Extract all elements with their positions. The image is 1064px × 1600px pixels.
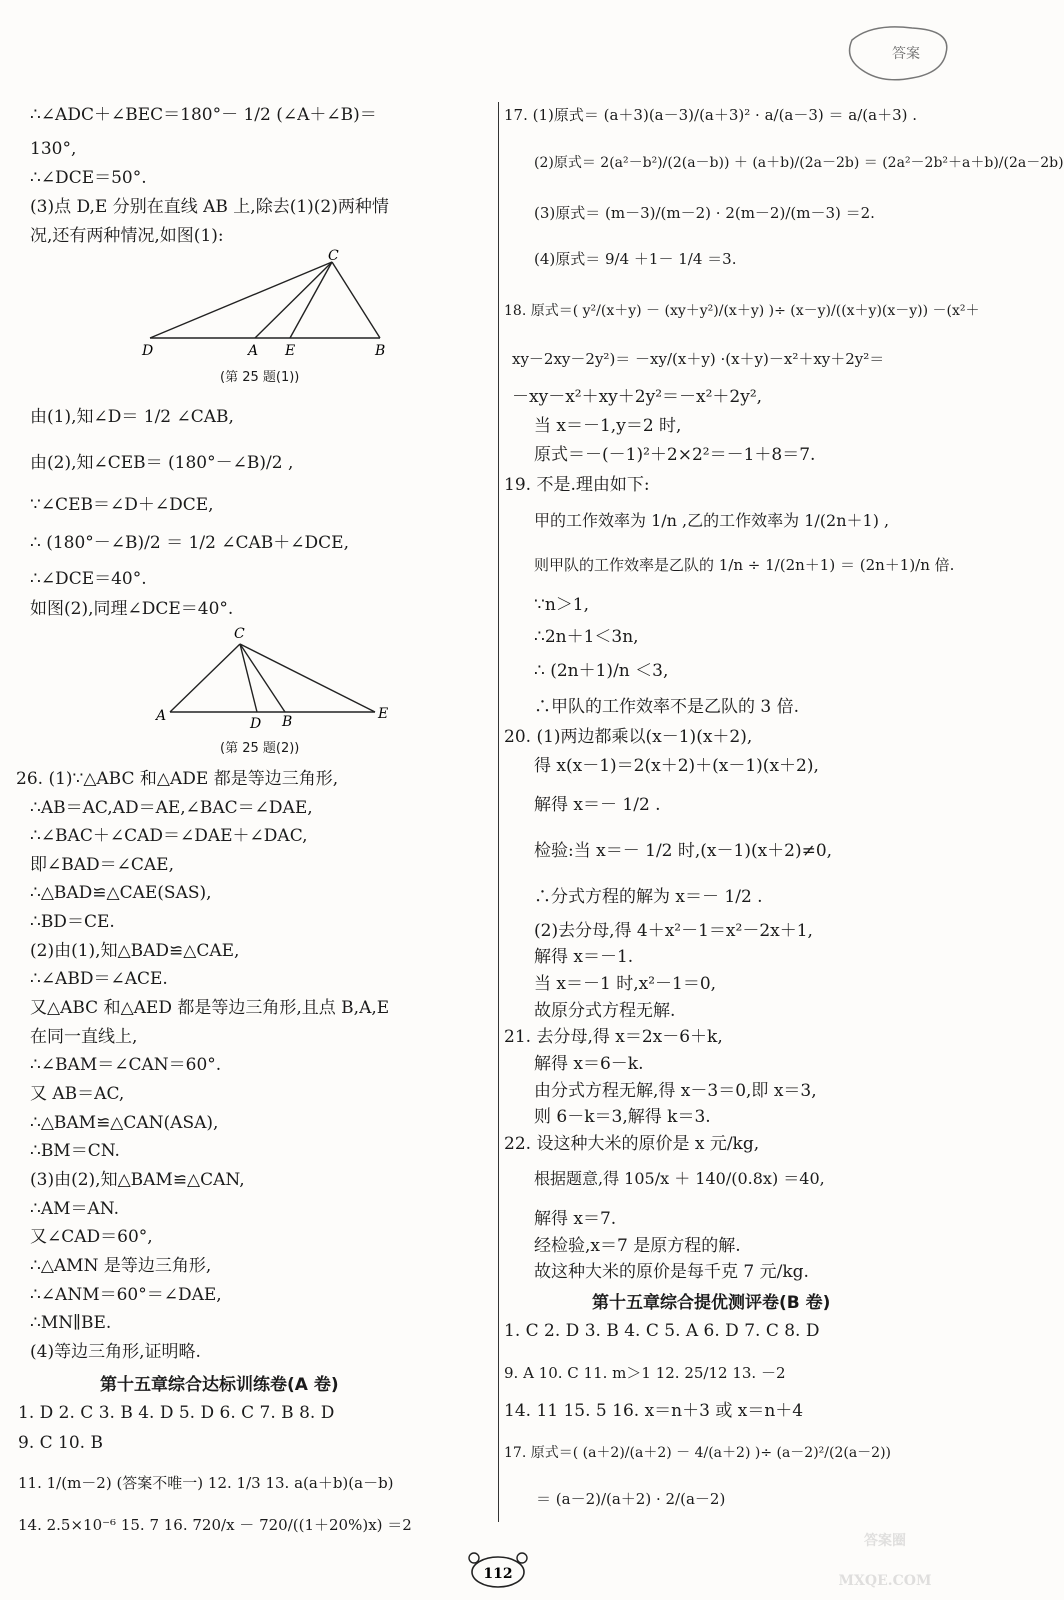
line: ∴∠BAC＋∠CAD＝∠DAE＋∠DAC, (30, 826, 308, 846)
label-e: E (378, 706, 389, 722)
line: ∴△BAM≌△CAN(ASA), (30, 1113, 219, 1133)
label-e: E (285, 343, 296, 359)
line: ∴2n＋1＜3n, (534, 627, 639, 647)
figure-25-1 (140, 250, 410, 360)
line: (4)等边三角形,证明略. (30, 1342, 201, 1362)
watermark-url: MXQE.COM (838, 1573, 932, 1589)
line: ∴BM＝CN. (30, 1141, 120, 1161)
line: 26. (1)∵△ABC 和△ADE 都是等边三角形, (16, 769, 339, 789)
watermark-title: 答案圈 (864, 1533, 906, 1549)
section-title-a: 第十五章综合达标训练卷(A 卷) (100, 1375, 339, 1395)
line: 则 6－k＝3,解得 k＝3. (534, 1107, 711, 1127)
label-a: A (248, 343, 259, 359)
line: 如图(2),同理∠DCE＝40°. (30, 599, 234, 619)
line: 解得 x＝6－k. (534, 1054, 644, 1074)
line: 则甲队的工作效率是乙队的 1/n ÷ 1/(2n＋1) ＝ (2n＋1)/n 倍. (534, 556, 955, 574)
line: ∴分式方程的解为 x＝－ 1/2 . (534, 887, 763, 907)
line: 由分式方程无解,得 x－3＝0,即 x＝3, (534, 1081, 817, 1101)
line: ∴AM＝AN. (30, 1199, 119, 1219)
line: 又 AB＝AC, (30, 1084, 125, 1104)
line: 21. 去分母,得 x＝2x－6＋k, (504, 1027, 723, 1047)
line: 130°, (30, 139, 77, 159)
answer-line: 9. A 10. C 11. m＞1 12. 25/12 13. －2 (504, 1364, 786, 1382)
line: 原式＝－(－1)²＋2×2²＝－1＋8＝7. (534, 445, 816, 465)
label-c: C (234, 626, 245, 642)
line: ∴∠ANM＝60°＝∠DAE, (30, 1285, 222, 1305)
answer-line: 9. C 10. B (18, 1433, 103, 1453)
line: 故这种大米的原价是每千克 7 元/kg. (534, 1262, 809, 1282)
line: ∴∠ADC＋∠BEC＝180°－ 1/2 (∠A＋∠B)＝ (30, 105, 377, 125)
answer-line: ＝ (a－2)/(a＋2) · 2/(a－2) (536, 1490, 726, 1508)
line: ∴ (2n＋1)/n ＜3, (534, 661, 669, 681)
watermark (790, 1500, 980, 1595)
label-a: A (156, 708, 167, 724)
page-number-text: 112 (483, 1566, 513, 1582)
line: 故原分式方程无解. (534, 1001, 676, 1021)
line: 况,还有两种情况,如图(1): (30, 226, 224, 246)
figure-25-2 (150, 622, 390, 732)
figure-caption: (第 25 题(2)) (220, 741, 300, 756)
line: 18. 原式＝( y²/(x＋y) － (xy＋y²)/(x＋y) )÷ (x－y)/((x＋y)(x－y)) －(x²＋ (504, 303, 980, 319)
line: ∴∠BAM＝∠CAN＝60°. (30, 1055, 222, 1075)
line: 20. (1)两边都乘以(x－1)(x＋2), (504, 727, 753, 747)
line: (2)去分母,得 4＋x²－1＝x²－2x＋1, (534, 921, 813, 941)
answer-line: 1. C 2. D 3. B 4. C 5. A 6. D 7. C 8. D (504, 1321, 820, 1341)
line: ∴△AMN 是等边三角形, (30, 1256, 212, 1276)
line: ∵∠CEB＝∠D＋∠DCE, (30, 495, 214, 515)
line: ∴∠ABD＝∠ACE. (30, 969, 168, 989)
line: ∴AB＝AC,AD＝AE,∠BAC＝∠DAE, (30, 798, 313, 818)
answer-line: 17. 原式＝( (a＋2)/(a＋2) － 4/(a＋2) )÷ (a－2)²/(2(a－2)) (504, 1445, 892, 1461)
line: ∴△BAD≌△CAE(SAS), (30, 883, 212, 903)
line: (3)原式＝ (m－3)/(m－2) · 2(m－2)/(m－3) ＝2. (534, 204, 875, 222)
label-b: B (282, 714, 293, 730)
line: 得 x(x－1)＝2(x＋2)＋(x－1)(x＋2), (534, 756, 819, 776)
line: ∴甲队的工作效率不是乙队的 3 倍. (534, 697, 800, 717)
line: 甲的工作效率为 1/n ,乙的工作效率为 1/(2n＋1) , (534, 511, 890, 530)
line: ∵n＞1, (534, 595, 589, 615)
line: 又∠CAD＝60°, (30, 1227, 153, 1247)
line: －xy－x²＋xy＋2y²＝－x²＋2y², (512, 387, 763, 407)
line: 根据题意,得 105/x ＋ 140/(0.8x) ＝40, (534, 1169, 825, 1188)
line: 又△ABC 和△AED 都是等边三角形,且点 B,A,E (30, 998, 390, 1018)
line: (3)由(2),知△BAM≌△CAN, (30, 1170, 245, 1190)
line: 解得 x＝－ 1/2 . (534, 795, 661, 815)
line: (4)原式＝ 9/4 ＋1－ 1/4 ＝3. (534, 250, 737, 268)
line: ∴ (180°－∠B)/2 ＝ 1/2 ∠CAB＋∠DCE, (30, 533, 349, 553)
label-c: C (328, 248, 339, 264)
figure-caption: (第 25 题(1)) (220, 370, 300, 385)
line: 解得 x＝7. (534, 1209, 617, 1229)
answer-line: 11. 1/(m－2) (答案不唯一) 12. 1/3 13. a(a＋b)(a－b) (18, 1474, 394, 1492)
answer-line: 1. D 2. C 3. B 4. D 5. D 6. C 7. B 8. D (18, 1403, 335, 1423)
answer-line: 14. 11 15. 5 16. x＝n＋3 或 x＝n＋4 (504, 1401, 804, 1421)
line: 19. 不是.理由如下: (504, 475, 650, 495)
stamp-text: 答案 (892, 46, 920, 62)
line: ∴BD＝CE. (30, 912, 115, 932)
line: (2)原式＝ 2(a²－b²)/(2(a－b)) ＋ (a＋b)/(2a－2b) ＝ (2a²－2b²＋a＋b)/(2a－2b) (534, 155, 1064, 171)
line: 当 x＝－1,y＝2 时, (534, 416, 682, 436)
line: 17. (1)原式＝ (a＋3)(a－3)/(a＋3)² · a/(a－3) ＝ a/(a＋3) . (504, 106, 918, 124)
label-d: D (142, 343, 154, 359)
line: xy－2xy－2y²)＝ －xy/(x＋y) ·(x＋y)－x²＋xy＋2y²＝ (512, 350, 885, 368)
section-title-b: 第十五章综合提优测评卷(B 卷) (592, 1293, 831, 1313)
line: 即∠BAD＝∠CAE, (30, 855, 174, 875)
line: 当 x＝－1 时,x²－1＝0, (534, 974, 717, 994)
line: ∴MN∥BE. (30, 1313, 112, 1333)
label-b: B (375, 343, 386, 359)
line: ∴∠DCE＝50°. (30, 168, 147, 188)
line: (2)由(1),知△BAD≌△CAE, (30, 941, 240, 961)
line: ∴∠DCE＝40°. (30, 569, 147, 589)
label-d: D (250, 716, 262, 732)
line: 22. 设这种大米的原价是 x 元/kg, (504, 1134, 760, 1154)
line: 在同一直线上, (30, 1027, 138, 1047)
line: 解得 x＝－1. (534, 947, 634, 967)
stamp (842, 18, 962, 88)
line: 经检验,x＝7 是原方程的解. (534, 1236, 741, 1256)
line: (3)点 D,E 分别在直线 AB 上,除去(1)(2)两种情 (30, 197, 389, 217)
line: 检验:当 x＝－ 1/2 时,(x－1)(x＋2)≠0, (534, 841, 833, 861)
answer-line: 14. 2.5×10⁻⁶ 15. 7 16. 720/x － 720/((1＋20%)x) ＝2 (18, 1516, 412, 1534)
page-number (460, 1550, 536, 1590)
line: 由(1),知∠D＝ 1/2 ∠CAB, (30, 407, 234, 427)
line: 由(2),知∠CEB＝ (180°－∠B)/2 , (30, 453, 294, 473)
column-divider (498, 102, 499, 1522)
